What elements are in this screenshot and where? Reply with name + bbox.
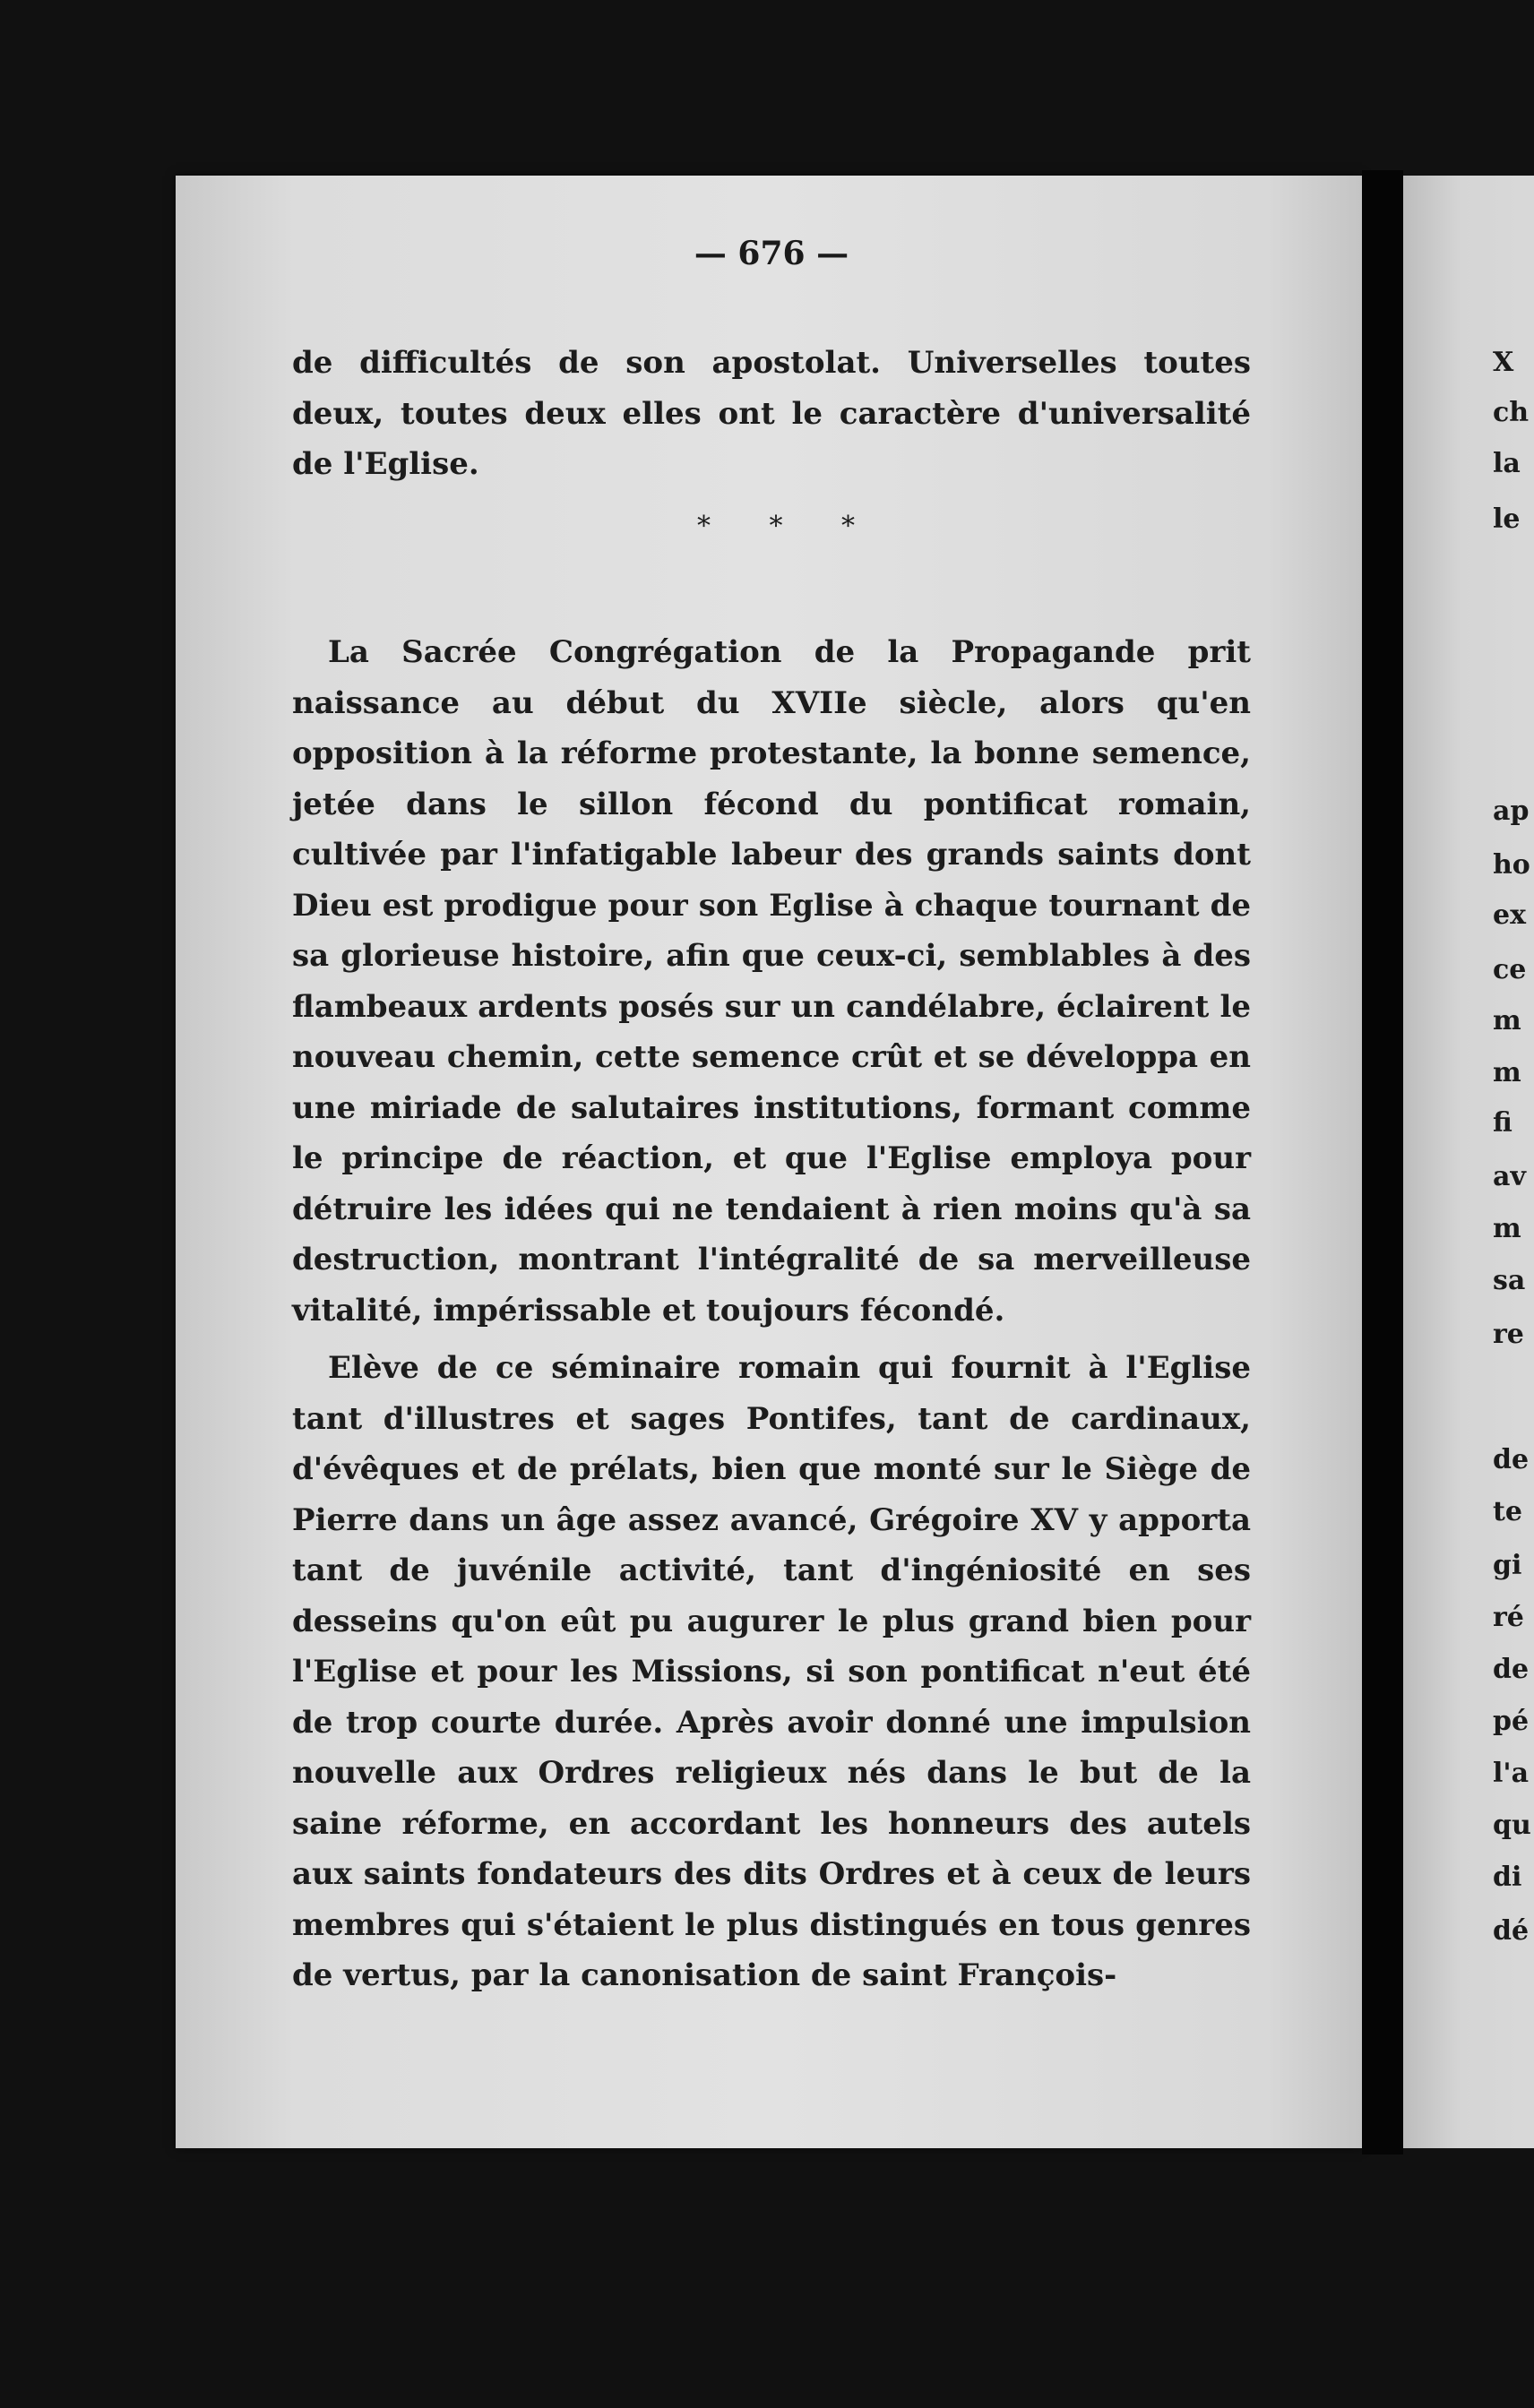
margin-fragment: X xyxy=(1493,347,1514,378)
margin-fragment: de xyxy=(1493,1654,1530,1685)
margin-fragment: ho xyxy=(1493,849,1530,881)
margin-fragment: le xyxy=(1493,503,1521,535)
page-number: — 676 — xyxy=(694,235,849,272)
margin-fragment: l'a xyxy=(1493,1758,1530,1789)
margin-fragment: ch xyxy=(1493,397,1530,428)
margin-fragment: fi xyxy=(1493,1107,1512,1139)
body-text-block xyxy=(292,627,1251,2001)
margin-fragment: m xyxy=(1493,1213,1521,1244)
margin-fragment: di xyxy=(1493,1862,1522,1893)
margin-fragment: ex xyxy=(1493,899,1526,931)
margin-fragment: de xyxy=(1493,1444,1530,1475)
margin-fragment: qu xyxy=(1493,1810,1531,1841)
margin-fragment: ré xyxy=(1493,1602,1524,1633)
margin-fragment: m xyxy=(1493,1005,1521,1036)
paragraph-propagande: La Sacrée Congrégation de la Propagande prit naissance au début du XVIIe siècle, alors qu'en opposition à la réforme protestante, la bonne semence, jetée dans le sillon fécond du pontificat romain, cultivée par l'infatigable labeur des grands saints dont Dieu est prodigue pour son Eglise à chaque tournant de sa glorieuse histoire, afin que ceux-ci, semblables à des flambeaux ardents posés sur un candélabre, éclairent le nouveau chemin, cette semence crût et se développa en une miriade de salutaires institutions, formant comme le principe de réaction, et que l'Eglise employa pour détruire les idées qui ne tendaient à rien moins qu'à sa destruction, montrant l'intégralité de sa merveilleuse vitalité, impérissable et toujours fécondé. xyxy=(292,634,1251,1329)
section-separator: * * * xyxy=(696,511,881,542)
intro-text-block xyxy=(292,338,1251,490)
margin-fragment: dé xyxy=(1493,1915,1530,1947)
book-gutter xyxy=(1362,170,1403,2154)
margin-fragment: gi xyxy=(1493,1550,1522,1581)
margin-fragment: re xyxy=(1493,1319,1524,1350)
margin-fragment: ce xyxy=(1493,954,1527,985)
margin-fragment: av xyxy=(1493,1161,1526,1192)
margin-fragment: ap xyxy=(1493,796,1530,827)
right-page-margin-text xyxy=(1493,0,1534,2408)
intro-paragraph: de difficultés de son apostolat. Universelles toutes deux, toutes deux elles ont le caractère d'universalité de l'Eglise. xyxy=(292,345,1251,482)
margin-fragment: pé xyxy=(1493,1706,1530,1737)
margin-fragment: la xyxy=(1493,448,1521,479)
margin-fragment: sa xyxy=(1493,1265,1526,1296)
margin-fragment: m xyxy=(1493,1057,1521,1088)
paragraph-gregoire: Elève de ce séminaire romain qui fournit à l'Eglise tant d'illustres et sages Pontifes, tant de cardinaux, d'évêques et de prélats, bien que monté sur le Siège de Pierre dans un âge assez avancé, Grégoire XV y apporta tant de juvénile activité, tant d'ingéniosité en ses desseins qu'on eût pu augurer le plus grand bien pour l'Eglise et pour les Missions, si son pontificat n'eut été de trop courte durée. Après avoir donné une impulsion nouvelle aux Ordres religieux nés dans le but de la saine réforme, en accordant les honneurs des autels aux saints fondateurs des dits Ordres et à ceux de leurs membres qui s'étaient le plus distingués en tous genres de vertus, par la canonisation de saint François- xyxy=(292,1350,1251,1993)
margin-fragment: te xyxy=(1493,1496,1522,1527)
